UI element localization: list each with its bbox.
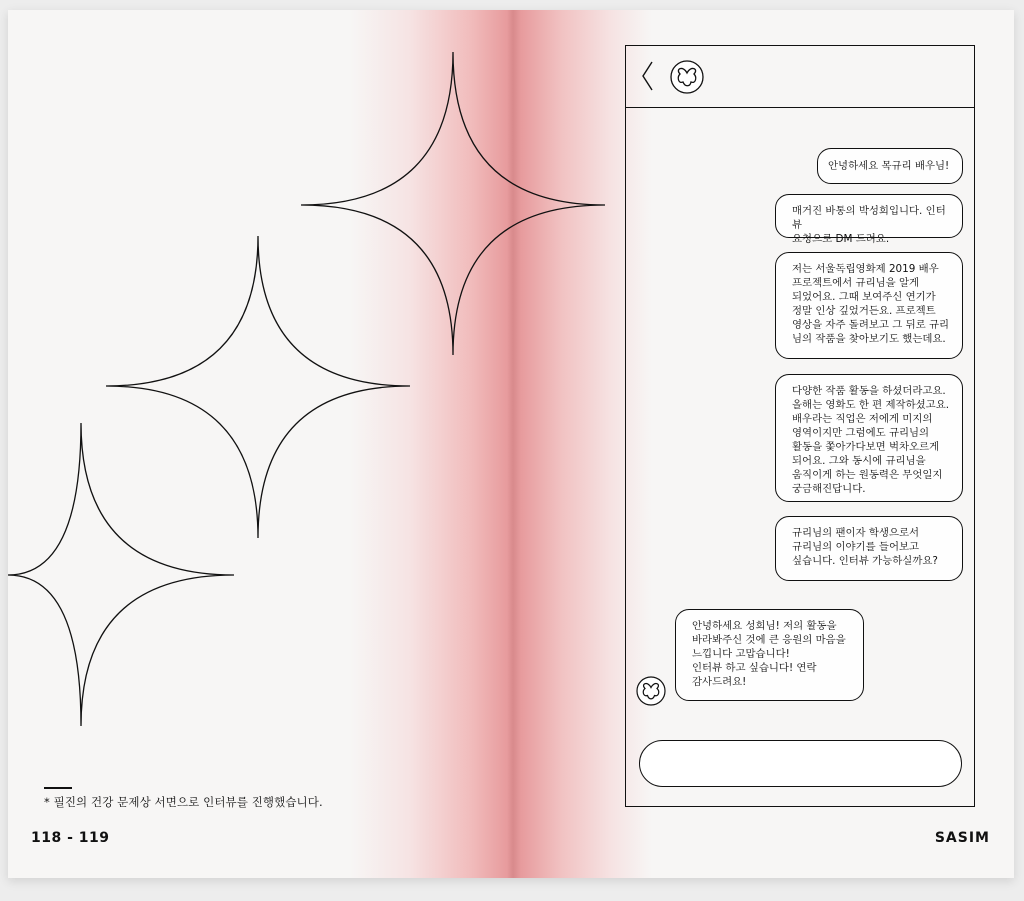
chat-screen xyxy=(625,45,975,807)
message-outgoing-5[interactable]: 규리님의 팬이자 학생으로서 규리님의 이야기를 들어보고 싶습니다. 인터뷰 가능하실까요? xyxy=(775,516,963,581)
footnote-rule xyxy=(44,787,72,789)
message-input[interactable] xyxy=(639,740,962,787)
flower-avatar-icon[interactable] xyxy=(670,60,704,94)
chat-header xyxy=(626,46,974,108)
sparkle-small xyxy=(8,423,234,726)
sparkle-large xyxy=(301,52,605,355)
brand-name: SASIM xyxy=(934,830,990,846)
message-outgoing-1[interactable]: 안녕하세요 목규리 배우님! xyxy=(817,148,963,184)
page-numbers: 118 - 119 xyxy=(31,830,110,846)
message-outgoing-4[interactable]: 다양한 작품 활동을 하셨더라고요. 올해는 영화도 한 편 제작하셨고요. 배우라는 직업은 저에게 미지의 영역이지만 그럼에도 규리님의 활동을 쫓아가다보면 벅차오르게 되어요. 그와 동시에 규리님을 움직이게 하는 원동력은 무엇일지 궁금해진답니다. xyxy=(775,374,963,502)
sparkle-medium xyxy=(106,236,410,538)
message-outgoing-2[interactable]: 매거진 바통의 박성희입니다. 인터뷰 요청으로 DM 드려요. xyxy=(775,194,963,238)
footnote-text: * 필진의 건강 문제상 서면으로 인터뷰를 진행했습니다. xyxy=(44,795,323,809)
chevron-left-icon[interactable] xyxy=(640,60,654,92)
flower-avatar-icon[interactable] xyxy=(636,676,666,706)
message-incoming-1[interactable]: 안녕하세요 성희님! 저의 활동을 바라봐주신 것에 큰 응원의 마음을 느낍니다 고맙습니다! 인터뷰 하고 싶습니다! 연락 감사드려요! xyxy=(675,609,864,701)
message-outgoing-3[interactable]: 저는 서울독립영화제 2019 배우 프로젝트에서 규리님을 알게 되었어요. 그때 보여주신 연기가 정말 인상 깊었거든요. 프로젝트 영상을 자주 돌려보고 그 뒤로 규리 님의 작품을 찾아보기도 했는데요. xyxy=(775,252,963,359)
